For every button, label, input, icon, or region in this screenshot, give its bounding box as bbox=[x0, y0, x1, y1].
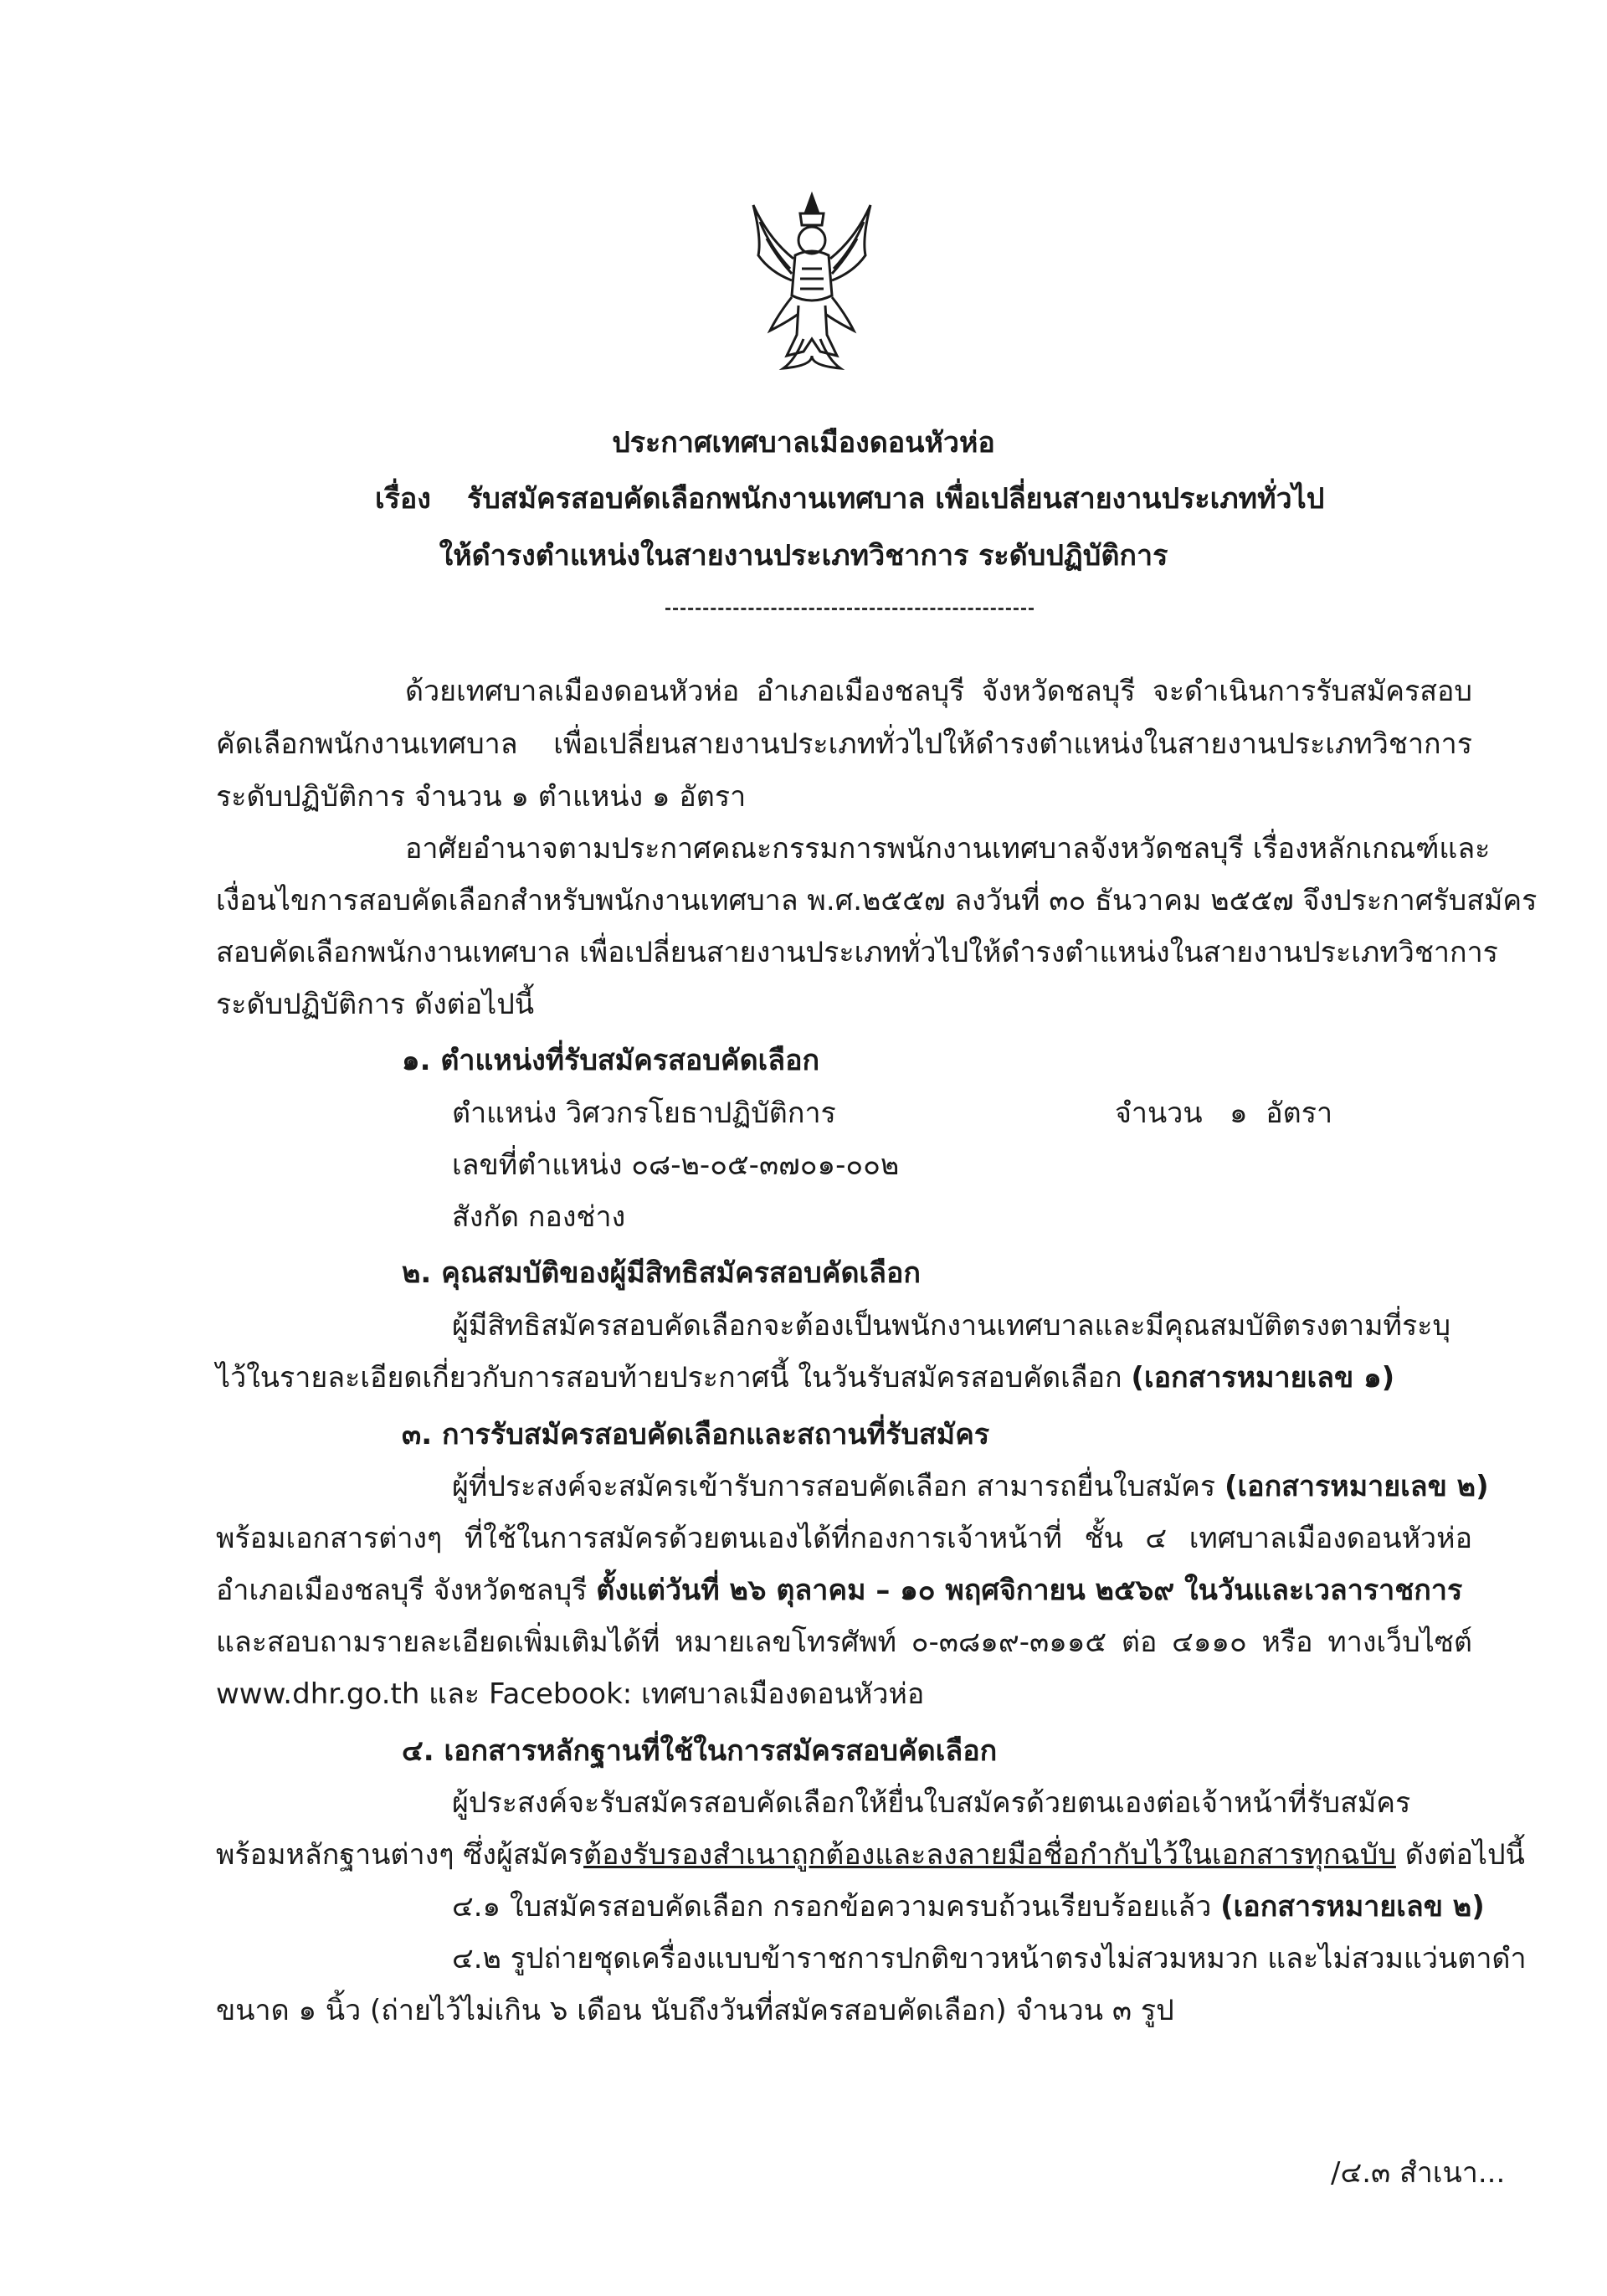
item-4-2: ๔.๒ รูปถ่ายชุดเครื่องแบบข้าราชการปกติขาวหน้าตรงไม่สวมหมวก และไม่สวมแว่นตาดำ bbox=[452, 1942, 1527, 1975]
garuda-emblem-icon bbox=[745, 188, 879, 377]
section-2-heading: ๒. คุณสมบัติของผู้มีสิทธิสมัครสอบคัดเลือก bbox=[402, 1256, 922, 1290]
intro-p2-line: สอบคัดเลือกพนักงานเทศบาล เพื่อเปลี่ยนสายงานประเภททั่วไปให้ดำรงตำแหน่งในสายงานประเภทวิชาการ bbox=[216, 936, 1498, 969]
intro-p1-line: ด้วยเทศบาลเมืองดอนหัวห่อ อำเภอเมืองชลบุรี จังหวัดชลบุรี จะดำเนินการรับสมัครสอบ bbox=[405, 675, 1472, 708]
title-divider bbox=[665, 608, 1034, 610]
section-3-line: ผู้ที่ประสงค์จะสมัครเข้ารับการสอบคัดเลือก สามารถยื่นใบสมัคร (เอกสารหมายเลข ๒) bbox=[452, 1470, 1489, 1503]
section-4-line: ผู้ประสงค์จะรับสมัครสอบคัดเลือกให้ยื่นใบสมัครด้วยตนเองต่อเจ้าหน้าที่รับสมัคร bbox=[452, 1786, 1411, 1820]
section-4-line: พร้อมหลักฐานต่างๆ ซึ่งผู้สมัครต้องรับรองสำเนาถูกต้องและลงลายมือชื่อกำกับไว้ในเอกสารทุกฉบับ ดังต่อไปนี้ bbox=[216, 1838, 1525, 1872]
position-count: จำนวน ๑ อัตรา bbox=[1115, 1097, 1333, 1130]
item-4-1: ๔.๑ ใบสมัครสอบคัดเลือก กรอกข้อความครบถ้วนเรียบร้อยแล้ว (เอกสารหมายเลข ๒) bbox=[452, 1890, 1485, 1924]
intro-p1-line: คัดเลือกพนักงานเทศบาล เพื่อเปลี่ยนสายงานประเภททั่วไปให้ดำรงตำแหน่งในสายงานประเภทวิชาการ bbox=[216, 727, 1472, 761]
section-4-heading: ๔. เอกสารหลักฐานที่ใช้ในการสมัครสอบคัดเลือก bbox=[402, 1734, 998, 1768]
position-title: ตำแหน่ง วิศวกรโยธาปฏิบัติการ bbox=[452, 1097, 836, 1130]
position-division: สังกัด กองช่าง bbox=[452, 1200, 626, 1234]
intro-p2-line: ระดับปฏิบัติการ ดังต่อไปนี้ bbox=[216, 988, 535, 1021]
subject-line-1: รับสมัครสอบคัดเลือกพนักงานเทศบาล เพื่อเปลี่ยนสายงานประเภททั่วไป bbox=[467, 482, 1325, 516]
section-3-line: อำเภอเมืองชลบุรี จังหวัดชลบุรี ตั้งแต่วันที่ ๒๖ ตุลาคม – ๑๐ พฤศจิกายน ๒๕๖๙ ในวันและเวลาราชการ bbox=[216, 1574, 1463, 1607]
continuation-note: /๔.๓ สำเนา... bbox=[1331, 2156, 1506, 2190]
section-3-heading: ๓. การรับสมัครสอบคัดเลือกและสถานที่รับสมัคร bbox=[402, 1418, 990, 1451]
section-3-line: และสอบถามรายละเอียดเพิ่มเติมได้ที่ หมายเลขโทรศัพท์ ๐-๓๘๑๙-๓๑๑๕ ต่อ ๔๑๑๐ หรือ ทางเว็บไซต์ bbox=[216, 1626, 1472, 1659]
intro-p1-line: ระดับปฏิบัติการ จำนวน ๑ ตำแหน่ง ๑ อัตรา bbox=[216, 780, 747, 814]
page-title: ประกาศเทศบาลเมืองดอนหัวห่อ bbox=[612, 426, 995, 460]
section-2-line: ผู้มีสิทธิสมัครสอบคัดเลือกจะต้องเป็นพนักงานเทศบาลและมีคุณสมบัติตรงตามที่ระบุ bbox=[452, 1309, 1451, 1343]
section-1-heading: ๑. ตำแหน่งที่รับสมัครสอบคัดเลือก bbox=[402, 1044, 820, 1077]
position-number: เลขที่ตำแหน่ง ๐๘-๒-๐๕-๓๗๐๑-๐๐๒ bbox=[452, 1148, 900, 1182]
intro-p2-line: อาศัยอำนาจตามประกาศคณะกรรมการพนักงานเทศบาลจังหวัดชลบุรี เรื่องหลักเกณฑ์และ bbox=[405, 832, 1491, 865]
subject-prefix: เรื่อง bbox=[375, 482, 431, 516]
intro-p2-line: เงื่อนไขการสอบคัดเลือกสำหรับพนักงานเทศบาล พ.ศ.๒๕๕๗ ลงวันที่ ๓๐ ธันวาคม ๒๕๕๗ จึงประกาศรับสมัคร bbox=[216, 884, 1538, 917]
section-2-line: ไว้ในรายละเอียดเกี่ยวกับการสอบท้ายประกาศนี้ ในวันรับสมัครสอบคัดเลือก (เอกสารหมายเลข ๑) bbox=[216, 1361, 1395, 1395]
section-3-line: พร้อมเอกสารต่างๆ ที่ใช้ในการสมัครด้วยตนเองได้ที่กองการเจ้าหน้าที่ ชั้น ๔ เทศบาลเมืองดอนหัวห่อ bbox=[216, 1522, 1472, 1555]
item-4-2-cont: ขนาด ๑ นิ้ว (ถ่ายไว้ไม่เกิน ๖ เดือน นับถึงวันที่สมัครสอบคัดเลือก) จำนวน ๓ รูป bbox=[216, 1994, 1174, 2027]
section-3-line: www.dhr.go.th และ Facebook: เทศบาลเมืองดอนหัวห่อ bbox=[216, 1677, 925, 1711]
subject-line-2: ให้ดำรงตำแหน่งในสายงานประเภทวิชาการ ระดับปฏิบัติการ bbox=[439, 539, 1168, 573]
